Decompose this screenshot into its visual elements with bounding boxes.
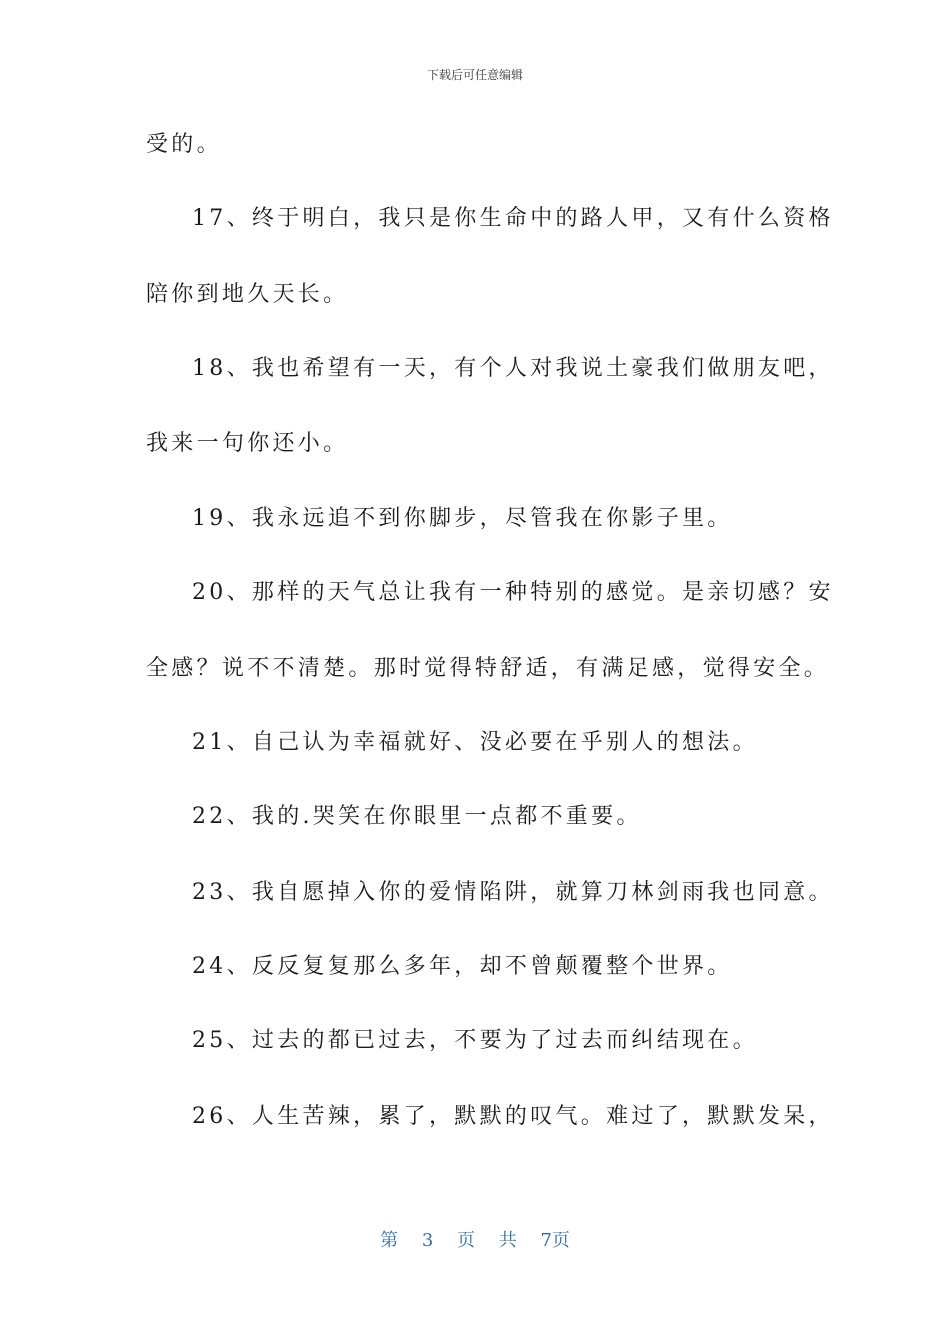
footer-label-page: 页 [457, 1230, 475, 1251]
text-line: 18、我也希望有一天，有个人对我说土豪我们做朋友吧， [192, 356, 834, 381]
text-line: 全感？说不不清楚。那时觉得特舒适，有满足感，觉得安全。 [146, 656, 830, 681]
text-line: 23、我自愿掉入你的爱情陷阱，就算刀林剑雨我也同意。 [192, 880, 834, 905]
page-header: 下载后可任意编辑 [426, 68, 523, 82]
text-line: 陪你到地久天长。 [146, 282, 349, 307]
text-line: 19、我永远追不到你脚步，尽管我在你影子里。 [192, 506, 733, 531]
text-line: 25、过去的都已过去，不要为了过去而纠结现在。 [192, 1028, 758, 1053]
footer-current-page: 3 [421, 1230, 434, 1251]
text-line: 我来一句你还小。 [146, 431, 349, 456]
text-line: 21、自己认为幸福就好、没必要在乎别人的想法。 [192, 730, 758, 755]
footer-total-pages: 7页 [540, 1230, 570, 1251]
text-line: 20、那样的天气总让我有一种特别的感觉。是亲切感？安 [192, 580, 834, 605]
text-line: 26、人生苦辣，累了，默默的叹气。难过了，默默发呆， [192, 1104, 834, 1129]
text-line: 受的。 [146, 132, 222, 157]
text-line: 22、我的.哭笑在你眼里一点都不重要。 [192, 804, 642, 829]
footer-label-total: 共 [498, 1230, 517, 1251]
page-footer [0, 1226, 950, 1252]
footer-label-prefix: 第 [380, 1230, 399, 1251]
text-line: 17、终于明白，我只是你生命中的路人甲，又有什么资格 [192, 206, 834, 231]
text-line: 24、反反复复那么多年，却不曾颠覆整个世界。 [192, 954, 733, 979]
